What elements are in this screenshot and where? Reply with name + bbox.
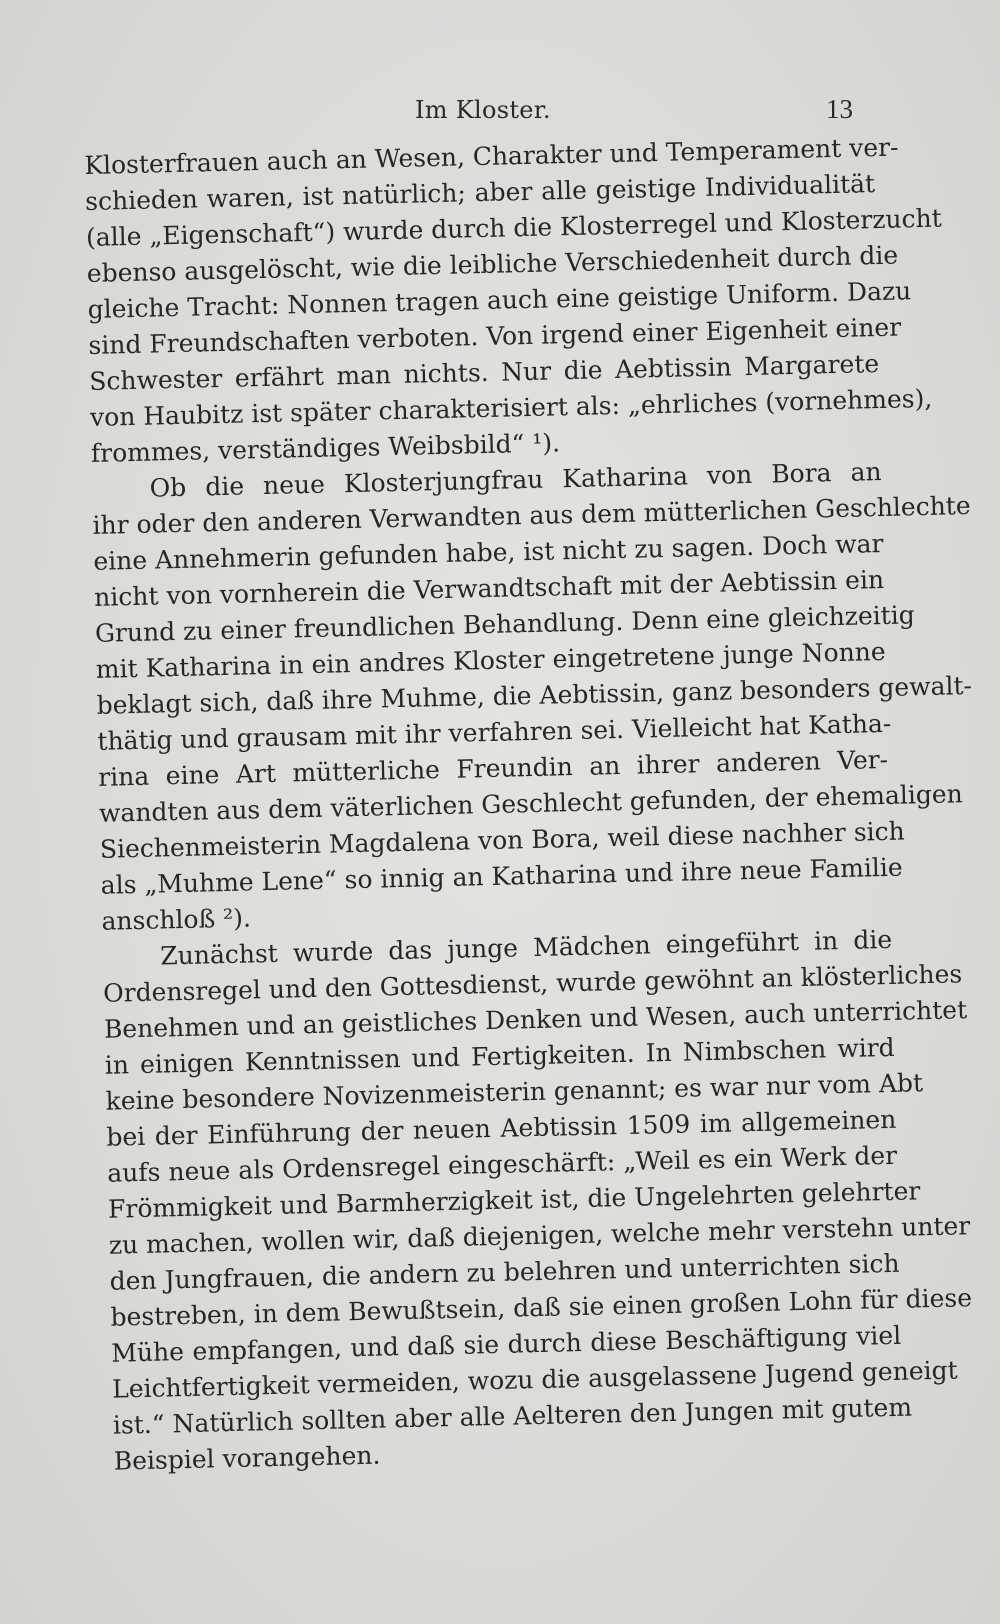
text-line: Zunächst wurde das junge Mädchen eingeführt in die <box>160 924 893 971</box>
text-line: Benehmen und an geistliches Denken und Wesen, auch unterrichtet <box>103 995 968 1044</box>
text-line: thätig und grausam mit ihr verfahren sei. Vielleicht hat Katha- <box>97 708 892 756</box>
text-line: (alle „Eigenschaft“) wurde durch die Klosterregel und Klosterzucht <box>85 203 943 252</box>
text-line: Mühe empfangen, und daß sie durch diese Beschäftigung viel <box>111 1320 902 1368</box>
text-line: ihr oder den anderen Verwandten aus dem mütterlichen Geschlechte <box>92 490 971 540</box>
text-line: Grund zu einer freundlichen Behandlung. Denn eine gleichzeitig <box>94 600 916 648</box>
text-line: zu machen, wollen wir, daß diejenigen, welche mehr verstehn unter <box>108 1211 971 1260</box>
text-line: wandten aus dem väterlichen Geschlecht gefunden, der ehemaligen <box>98 779 964 828</box>
text-line: Leichtfertigkeit vermeiden, wozu die ausgelassene Jugend geneigt <box>111 1355 958 1404</box>
text-line: Ordensregel und den Gottesdienst, wurde gewöhnt an klösterliches <box>102 959 963 1008</box>
text-line: aufs neue als Ordensregel eingeschärft: „Weil es ein Werk der <box>106 1140 898 1188</box>
text-line: Beispiel vorangehen. <box>113 1440 381 1476</box>
text-line: beklagt sich, daß ihre Muhme, die Aebtissin, ganz besonders gewalt- <box>96 670 973 720</box>
text-line: mit Katharina in ein andres Kloster eingetretene junge Nonne <box>95 636 886 684</box>
text-line: eine Annehmerin gefunden habe, ist nicht zu sagen. Doch war <box>93 528 884 576</box>
text-line: Siechenmeisterin Magdalena von Bora, weil diese nachher sich <box>99 816 906 864</box>
text-line: als „Muhme Lene“ so innig an Katharina und ihre neue Familie <box>100 852 903 900</box>
text-line: Klosterfrauen auch an Wesen, Charakter und Temperament ver- <box>84 132 899 180</box>
text-line: gleiche Tracht: Nonnen tragen auch eine geistige Uniform. Dazu <box>87 276 912 324</box>
paragraph-3 <box>102 922 973 1480</box>
text-line: ist.“ Natürlich sollten aber alle Aelteren den Jungen mit gutem <box>112 1392 913 1440</box>
paragraph-2 <box>91 454 973 940</box>
body-text <box>84 130 973 1480</box>
text-line: rina eine Art mütterliche Freundin an ihrer anderen Ver- <box>97 744 889 792</box>
text-line: Ob die neue Klosterjungfrau Katharina von Bora an <box>149 456 882 503</box>
text-line: Schwester erfährt man nichts. Nur die Aebtissin Margarete <box>88 349 880 396</box>
text-line: ebenso ausgelöscht, wie die leibliche Verschiedenheit durch die <box>86 240 899 288</box>
text-line: sind Freundschaften verboten. Von irgend einer Eigenheit einer <box>88 312 902 360</box>
text-line: Frömmigkeit und Barmherzigkeit ist, die Ungelehrten gelehrter <box>107 1176 921 1224</box>
text-line: anschloß ²). <box>101 903 252 936</box>
text-line: bei der Einführung der neuen Aebtissin 1509 im allgemeinen <box>106 1104 897 1152</box>
text-line: den Jungfrauen, die andern zu belehren und unterrichten sich <box>109 1248 900 1296</box>
text-line: frommes, verständiges Weibsbild“ ¹). <box>90 428 561 468</box>
text-line: bestreben, in dem Bewußtsein, daß sie einen großen Lohn für diese <box>110 1283 973 1332</box>
text-line: in einigen Kenntnissen und Fertigkeiten. In Nimbschen wird <box>104 1032 895 1080</box>
page-number: 13 <box>826 94 853 124</box>
text-line: keine besondere Novizenmeisterin genannt; es war nur vom Abt <box>105 1068 924 1116</box>
text-line: nicht von vornherein die Verwandtschaft mit der Aebtissin ein <box>93 564 885 612</box>
text-line: schieden waren, ist natürlich; aber alle geistige Individualität <box>84 169 876 216</box>
running-title: Im Kloster. <box>415 96 551 124</box>
text-line: von Haubitz ist später charakterisiert als: „ehrliches (vornehmes), <box>89 383 933 432</box>
paragraph-1 <box>84 130 943 472</box>
